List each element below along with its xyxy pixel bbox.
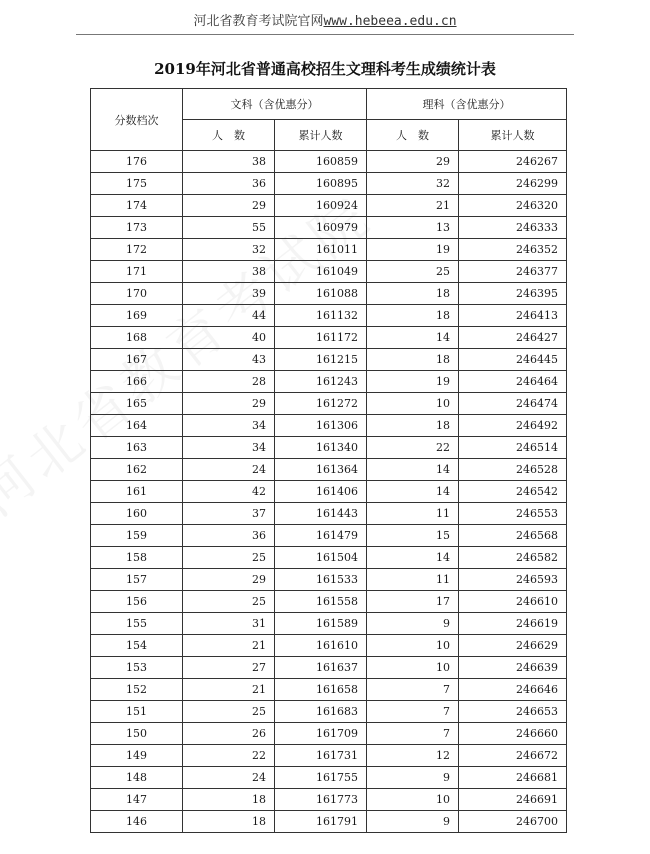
cell-score: 166 — [91, 371, 183, 393]
cell-li-cumulative: 246377 — [459, 261, 567, 283]
cell-wen-cumulative: 161731 — [275, 745, 367, 767]
cell-wen-cumulative: 161215 — [275, 349, 367, 371]
cell-wen-count: 18 — [183, 789, 275, 811]
cell-score: 161 — [91, 481, 183, 503]
cell-li-cumulative: 246427 — [459, 327, 567, 349]
cell-li-cumulative: 246568 — [459, 525, 567, 547]
cell-score: 160 — [91, 503, 183, 525]
cell-li-count: 7 — [367, 679, 459, 701]
cell-score: 157 — [91, 569, 183, 591]
cell-li-cumulative: 246395 — [459, 283, 567, 305]
cell-score: 169 — [91, 305, 183, 327]
cell-wen-cumulative: 161791 — [275, 811, 367, 833]
cell-li-cumulative: 246700 — [459, 811, 567, 833]
cell-wen-cumulative: 161306 — [275, 415, 367, 437]
cell-wen-count: 31 — [183, 613, 275, 635]
cell-wen-cumulative: 161709 — [275, 723, 367, 745]
cell-li-cumulative: 246619 — [459, 613, 567, 635]
cell-wen-count: 37 — [183, 503, 275, 525]
cell-wen-cumulative: 161049 — [275, 261, 367, 283]
cell-wen-count: 55 — [183, 217, 275, 239]
table-row — [91, 305, 567, 327]
table-row — [91, 745, 567, 767]
cell-li-count: 18 — [367, 415, 459, 437]
table-row — [91, 261, 567, 283]
cell-wen-cumulative: 161755 — [275, 767, 367, 789]
cell-score: 163 — [91, 437, 183, 459]
table-row — [91, 283, 567, 305]
cell-wen-cumulative: 161589 — [275, 613, 367, 635]
cell-wen-count: 21 — [183, 679, 275, 701]
header-wen-cumulative: 累计人数 — [275, 120, 367, 151]
cell-wen-count: 32 — [183, 239, 275, 261]
cell-li-count: 10 — [367, 635, 459, 657]
cell-li-count: 15 — [367, 525, 459, 547]
table-row — [91, 327, 567, 349]
cell-wen-count: 25 — [183, 701, 275, 723]
cell-score: 175 — [91, 173, 183, 195]
cell-li-count: 13 — [367, 217, 459, 239]
cell-wen-count: 36 — [183, 173, 275, 195]
cell-score: 168 — [91, 327, 183, 349]
cell-li-cumulative: 246542 — [459, 481, 567, 503]
cell-wen-cumulative: 161243 — [275, 371, 367, 393]
cell-wen-count: 43 — [183, 349, 275, 371]
table-row — [91, 789, 567, 811]
cell-li-cumulative: 246681 — [459, 767, 567, 789]
cell-wen-cumulative: 161406 — [275, 481, 367, 503]
cell-score: 148 — [91, 767, 183, 789]
header-score: 分数档次 — [91, 89, 183, 151]
cell-li-count: 7 — [367, 701, 459, 723]
cell-li-cumulative: 246593 — [459, 569, 567, 591]
cell-li-count: 9 — [367, 811, 459, 833]
cell-score: 167 — [91, 349, 183, 371]
table-row — [91, 547, 567, 569]
table-row — [91, 349, 567, 371]
cell-score: 153 — [91, 657, 183, 679]
cell-score: 172 — [91, 239, 183, 261]
cell-score: 147 — [91, 789, 183, 811]
cell-wen-count: 26 — [183, 723, 275, 745]
page-title: 2019年河北省普通高校招生文理科考生成绩统计表 — [154, 60, 496, 78]
cell-li-cumulative: 246492 — [459, 415, 567, 437]
cell-wen-cumulative: 160924 — [275, 195, 367, 217]
table-row — [91, 525, 567, 547]
cell-score: 164 — [91, 415, 183, 437]
cell-wen-count: 42 — [183, 481, 275, 503]
cell-wen-count: 44 — [183, 305, 275, 327]
table-row — [91, 613, 567, 635]
table-row — [91, 437, 567, 459]
table-row — [91, 371, 567, 393]
cell-li-cumulative: 246320 — [459, 195, 567, 217]
cell-li-cumulative: 246553 — [459, 503, 567, 525]
cell-li-count: 19 — [367, 371, 459, 393]
cell-wen-cumulative: 160859 — [275, 151, 367, 173]
cell-score: 146 — [91, 811, 183, 833]
cell-wen-cumulative: 161610 — [275, 635, 367, 657]
cell-li-cumulative: 246660 — [459, 723, 567, 745]
cell-li-cumulative: 246464 — [459, 371, 567, 393]
cell-score: 162 — [91, 459, 183, 481]
table-body — [91, 151, 567, 833]
cell-li-cumulative: 246413 — [459, 305, 567, 327]
cell-score: 170 — [91, 283, 183, 305]
cell-wen-count: 38 — [183, 151, 275, 173]
header-divider — [76, 34, 574, 35]
cell-score: 155 — [91, 613, 183, 635]
cell-wen-count: 25 — [183, 591, 275, 613]
cell-wen-count: 34 — [183, 415, 275, 437]
cell-wen-cumulative: 161011 — [275, 239, 367, 261]
cell-wen-cumulative: 161479 — [275, 525, 367, 547]
cell-li-count: 25 — [367, 261, 459, 283]
cell-li-count: 22 — [367, 437, 459, 459]
cell-wen-cumulative: 160895 — [275, 173, 367, 195]
cell-li-count: 14 — [367, 547, 459, 569]
cell-wen-cumulative: 161132 — [275, 305, 367, 327]
cell-score: 149 — [91, 745, 183, 767]
cell-li-cumulative: 246646 — [459, 679, 567, 701]
cell-li-count: 9 — [367, 613, 459, 635]
cell-wen-count: 28 — [183, 371, 275, 393]
cell-li-count: 18 — [367, 305, 459, 327]
table-row — [91, 569, 567, 591]
cell-wen-cumulative: 160979 — [275, 217, 367, 239]
cell-li-count: 18 — [367, 283, 459, 305]
cell-li-cumulative: 246514 — [459, 437, 567, 459]
cell-wen-count: 36 — [183, 525, 275, 547]
header-li-count: 人 数 — [367, 120, 459, 151]
table-row — [91, 679, 567, 701]
cell-li-cumulative: 246267 — [459, 151, 567, 173]
table-row — [91, 217, 567, 239]
cell-li-cumulative: 246672 — [459, 745, 567, 767]
site-header — [0, 10, 650, 29]
cell-wen-count: 29 — [183, 393, 275, 415]
cell-score: 171 — [91, 261, 183, 283]
cell-li-cumulative: 246653 — [459, 701, 567, 723]
table-row — [91, 811, 567, 833]
table-row — [91, 481, 567, 503]
cell-score: 150 — [91, 723, 183, 745]
cell-wen-count: 24 — [183, 767, 275, 789]
cell-li-cumulative: 246629 — [459, 635, 567, 657]
table-row — [91, 459, 567, 481]
cell-li-count: 14 — [367, 459, 459, 481]
cell-li-count: 10 — [367, 393, 459, 415]
cell-li-cumulative: 246639 — [459, 657, 567, 679]
header-li-cumulative: 累计人数 — [459, 120, 567, 151]
site-name: 河北省教育考试院官网 — [193, 14, 324, 29]
cell-li-count: 12 — [367, 745, 459, 767]
cell-wen-cumulative: 161658 — [275, 679, 367, 701]
cell-li-count: 17 — [367, 591, 459, 613]
cell-li-cumulative: 246691 — [459, 789, 567, 811]
table-row — [91, 701, 567, 723]
cell-wen-count: 38 — [183, 261, 275, 283]
table-row — [91, 173, 567, 195]
table-row — [91, 415, 567, 437]
cell-wen-cumulative: 161683 — [275, 701, 367, 723]
cell-li-cumulative: 246299 — [459, 173, 567, 195]
cell-li-count: 10 — [367, 789, 459, 811]
cell-wen-cumulative: 161364 — [275, 459, 367, 481]
cell-wen-cumulative: 161340 — [275, 437, 367, 459]
cell-wen-cumulative: 161172 — [275, 327, 367, 349]
cell-li-count: 14 — [367, 327, 459, 349]
cell-score: 176 — [91, 151, 183, 173]
header-wen-count: 人 数 — [183, 120, 275, 151]
cell-li-count: 32 — [367, 173, 459, 195]
cell-wen-cumulative: 161558 — [275, 591, 367, 613]
cell-wen-cumulative: 161504 — [275, 547, 367, 569]
cell-score: 154 — [91, 635, 183, 657]
cell-wen-count: 29 — [183, 569, 275, 591]
cell-li-cumulative: 246582 — [459, 547, 567, 569]
table-row — [91, 393, 567, 415]
cell-wen-count: 29 — [183, 195, 275, 217]
table-row — [91, 657, 567, 679]
cell-li-count: 7 — [367, 723, 459, 745]
cell-li-cumulative: 246445 — [459, 349, 567, 371]
cell-score: 174 — [91, 195, 183, 217]
table-row — [91, 503, 567, 525]
cell-score: 173 — [91, 217, 183, 239]
cell-score: 159 — [91, 525, 183, 547]
cell-li-count: 21 — [367, 195, 459, 217]
cell-li-count: 29 — [367, 151, 459, 173]
cell-li-cumulative: 246474 — [459, 393, 567, 415]
table-row — [91, 723, 567, 745]
cell-wen-count: 21 — [183, 635, 275, 657]
cell-li-cumulative: 246352 — [459, 239, 567, 261]
cell-li-count: 9 — [367, 767, 459, 789]
table-row — [91, 239, 567, 261]
cell-wen-cumulative: 161637 — [275, 657, 367, 679]
cell-wen-count: 24 — [183, 459, 275, 481]
cell-li-count: 11 — [367, 569, 459, 591]
cell-wen-count: 18 — [183, 811, 275, 833]
table-row — [91, 591, 567, 613]
table-row — [91, 151, 567, 173]
cell-li-count: 18 — [367, 349, 459, 371]
cell-wen-count: 40 — [183, 327, 275, 349]
table-row — [91, 767, 567, 789]
cell-score: 158 — [91, 547, 183, 569]
cell-wen-count: 27 — [183, 657, 275, 679]
cell-score: 152 — [91, 679, 183, 701]
cell-wen-cumulative: 161533 — [275, 569, 367, 591]
cell-wen-cumulative: 161272 — [275, 393, 367, 415]
header-group-wen: 文科（含优惠分） — [183, 89, 367, 120]
cell-wen-count: 39 — [183, 283, 275, 305]
cell-wen-cumulative: 161773 — [275, 789, 367, 811]
table-row — [91, 635, 567, 657]
cell-wen-count: 34 — [183, 437, 275, 459]
cell-score: 151 — [91, 701, 183, 723]
cell-li-cumulative: 246333 — [459, 217, 567, 239]
score-statistics-table — [90, 88, 567, 833]
cell-li-count: 19 — [367, 239, 459, 261]
table-row — [91, 195, 567, 217]
cell-wen-cumulative: 161443 — [275, 503, 367, 525]
cell-wen-cumulative: 161088 — [275, 283, 367, 305]
cell-wen-count: 22 — [183, 745, 275, 767]
site-url: www.hebeea.edu.cn — [323, 14, 457, 29]
cell-li-count: 14 — [367, 481, 459, 503]
cell-li-count: 10 — [367, 657, 459, 679]
cell-li-count: 11 — [367, 503, 459, 525]
cell-score: 165 — [91, 393, 183, 415]
cell-wen-count: 25 — [183, 547, 275, 569]
header-group-li: 理科（含优惠分） — [367, 89, 567, 120]
cell-score: 156 — [91, 591, 183, 613]
cell-li-cumulative: 246528 — [459, 459, 567, 481]
cell-li-cumulative: 246610 — [459, 591, 567, 613]
